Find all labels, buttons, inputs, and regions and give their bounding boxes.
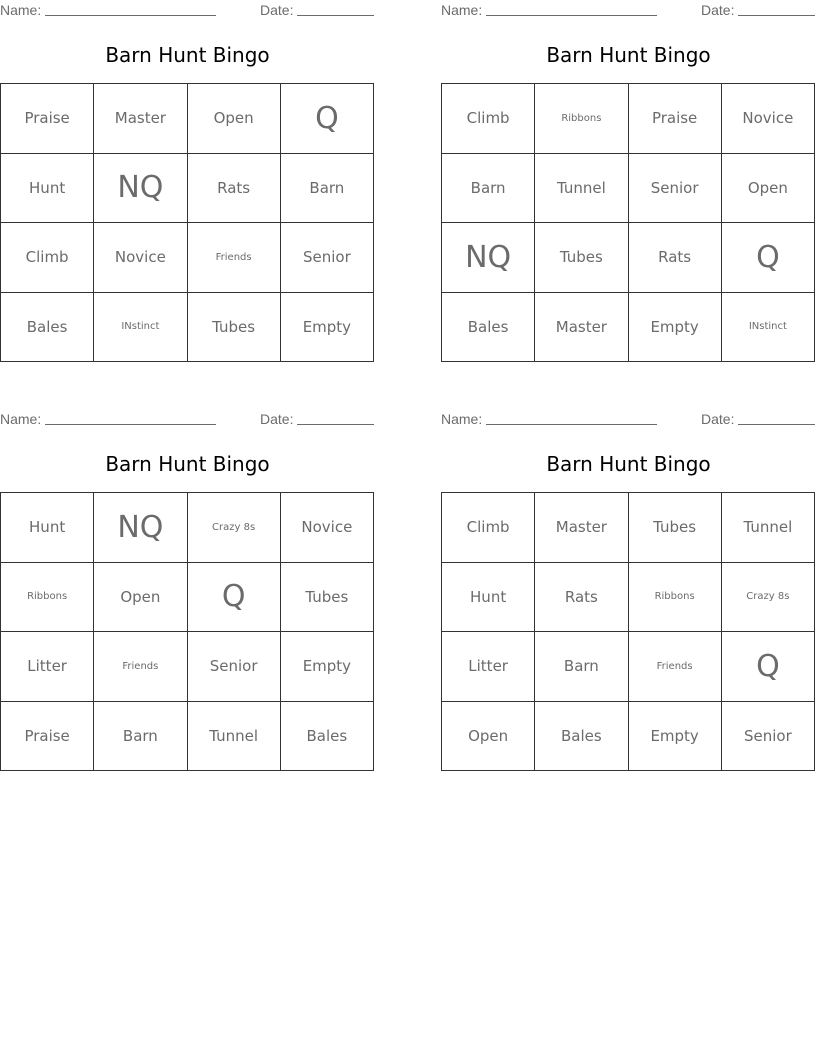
date-blank-line[interactable]	[738, 411, 815, 425]
name-field	[441, 411, 657, 427]
bingo-grid	[441, 83, 815, 362]
bingo-cell: Rats	[629, 223, 722, 293]
bingo-cell: Friends	[188, 223, 281, 293]
name-field	[0, 2, 216, 18]
date-field	[701, 2, 815, 18]
name-blank-line[interactable]	[45, 411, 216, 425]
bingo-cell: Tubes	[629, 493, 722, 563]
bingo-cell: Crazy 8s	[722, 563, 815, 633]
date-field	[701, 411, 815, 427]
bingo-cell: Tubes	[188, 293, 281, 363]
bingo-cell: Novice	[722, 84, 815, 154]
name-label: Name:	[0, 411, 42, 427]
name-label: Name:	[441, 2, 483, 18]
bingo-cell: Litter	[1, 632, 94, 702]
bingo-cell: Master	[94, 84, 187, 154]
bingo-cell: Open	[188, 84, 281, 154]
bingo-cell: Q	[281, 84, 374, 154]
bingo-cell: Tubes	[535, 223, 628, 293]
bingo-cell: Bales	[281, 702, 374, 772]
bingo-cell: Friends	[629, 632, 722, 702]
bingo-cell: Open	[442, 702, 535, 772]
bingo-grid	[441, 492, 815, 771]
bingo-cell: Barn	[442, 154, 535, 224]
bingo-cell: Q	[722, 632, 815, 702]
bingo-cell: Tunnel	[722, 493, 815, 563]
bingo-grid	[0, 83, 374, 362]
date-label: Date:	[701, 411, 735, 427]
bingo-cell: Friends	[94, 632, 187, 702]
card-title: Barn Hunt Bingo	[546, 43, 711, 67]
bingo-card	[441, 0, 816, 362]
bingo-card	[0, 0, 375, 362]
bingo-cell: INstinct	[722, 293, 815, 363]
bingo-cell: Empty	[281, 632, 374, 702]
bingo-cell: Rats	[535, 563, 628, 633]
card-title: Barn Hunt Bingo	[105, 452, 270, 476]
bingo-grid	[0, 492, 374, 771]
bingo-cell: Master	[535, 493, 628, 563]
date-label: Date:	[701, 2, 735, 18]
bingo-cell: Barn	[94, 702, 187, 772]
name-label: Name:	[441, 411, 483, 427]
bingo-cell: Q	[722, 223, 815, 293]
bingo-cell: Climb	[1, 223, 94, 293]
bingo-cell: Ribbons	[535, 84, 628, 154]
bingo-card	[441, 409, 816, 771]
date-field	[260, 2, 374, 18]
date-field	[260, 411, 374, 427]
bingo-cell: Hunt	[1, 493, 94, 563]
bingo-cell: Rats	[188, 154, 281, 224]
bingo-cell: Tubes	[281, 563, 374, 633]
bingo-cell: NQ	[94, 154, 187, 224]
bingo-card	[0, 409, 375, 771]
card-title: Barn Hunt Bingo	[105, 43, 270, 67]
bingo-cell: Bales	[1, 293, 94, 363]
bingo-cell: Novice	[94, 223, 187, 293]
bingo-cell: Climb	[442, 84, 535, 154]
name-blank-line[interactable]	[486, 2, 657, 16]
bingo-cell: Praise	[1, 702, 94, 772]
bingo-cell: Barn	[535, 632, 628, 702]
date-blank-line[interactable]	[297, 411, 374, 425]
bingo-cell: Climb	[442, 493, 535, 563]
bingo-cell: Senior	[722, 702, 815, 772]
name-field	[0, 411, 216, 427]
bingo-cell: Crazy 8s	[188, 493, 281, 563]
bingo-cell: Hunt	[442, 563, 535, 633]
date-label: Date:	[260, 2, 294, 18]
bingo-cell: NQ	[442, 223, 535, 293]
bingo-cell: Barn	[281, 154, 374, 224]
name-field	[441, 2, 657, 18]
bingo-cell: Empty	[629, 293, 722, 363]
name-label: Name:	[0, 2, 42, 18]
name-blank-line[interactable]	[486, 411, 657, 425]
bingo-cell: Ribbons	[1, 563, 94, 633]
date-blank-line[interactable]	[297, 2, 374, 16]
bingo-cell: Hunt	[1, 154, 94, 224]
bingo-cell: Q	[188, 563, 281, 633]
bingo-cell: Empty	[629, 702, 722, 772]
bingo-cell: Empty	[281, 293, 374, 363]
bingo-cell: Open	[722, 154, 815, 224]
bingo-cell: Novice	[281, 493, 374, 563]
name-blank-line[interactable]	[45, 2, 216, 16]
bingo-cell: Senior	[629, 154, 722, 224]
bingo-cell: Master	[535, 293, 628, 363]
date-label: Date:	[260, 411, 294, 427]
bingo-cell: NQ	[94, 493, 187, 563]
bingo-cell: INstinct	[94, 293, 187, 363]
date-blank-line[interactable]	[738, 2, 815, 16]
bingo-cell: Litter	[442, 632, 535, 702]
bingo-cell: Praise	[1, 84, 94, 154]
card-title: Barn Hunt Bingo	[546, 452, 711, 476]
bingo-cell: Ribbons	[629, 563, 722, 633]
bingo-cell: Senior	[281, 223, 374, 293]
bingo-cell: Tunnel	[188, 702, 281, 772]
bingo-cell: Bales	[535, 702, 628, 772]
bingo-cell: Senior	[188, 632, 281, 702]
bingo-cell: Tunnel	[535, 154, 628, 224]
bingo-cell: Praise	[629, 84, 722, 154]
bingo-cell: Open	[94, 563, 187, 633]
bingo-cell: Bales	[442, 293, 535, 363]
